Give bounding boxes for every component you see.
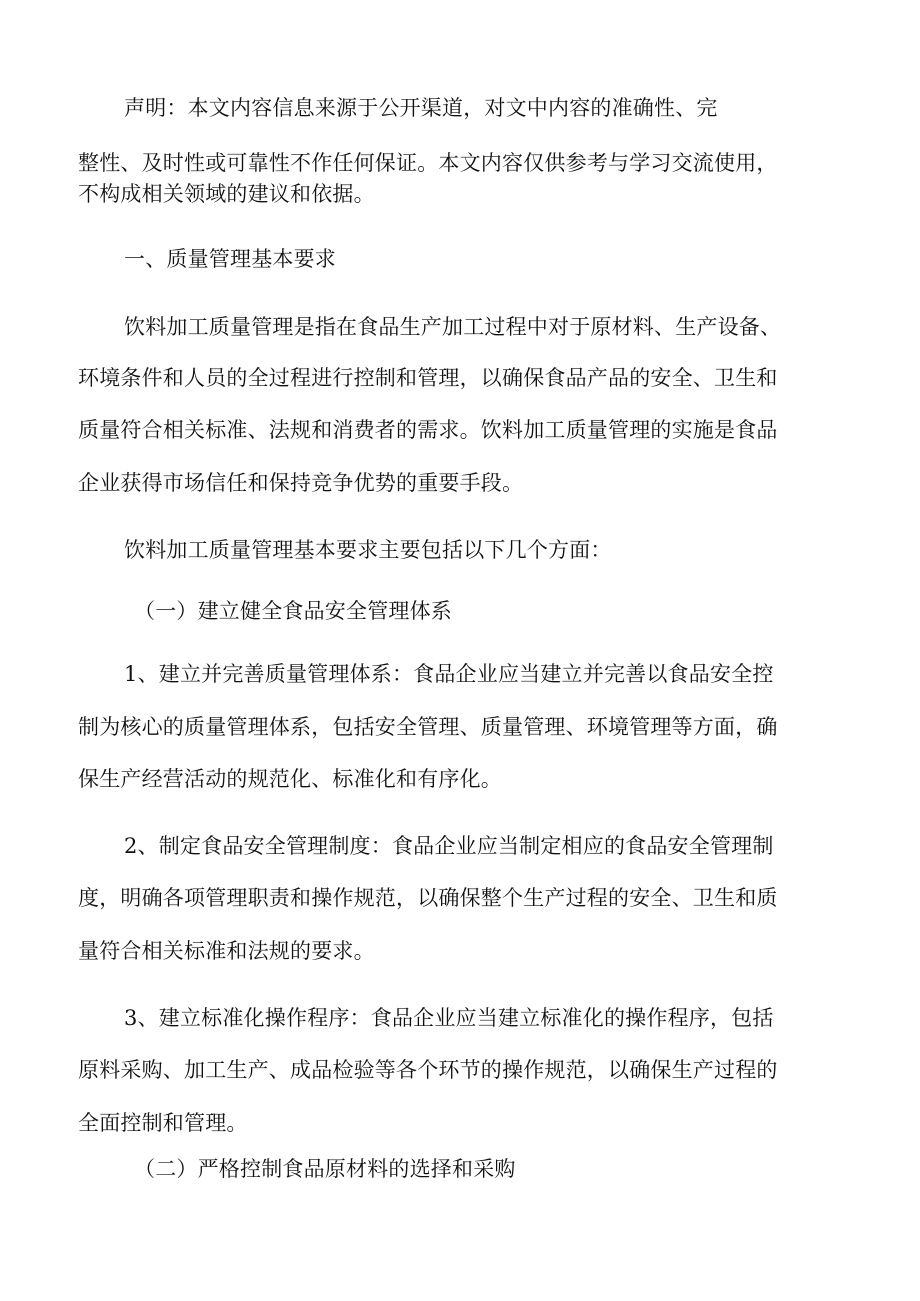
section-heading: 一、质量管理基本要求 <box>124 247 336 271</box>
list-item-line: 原料采购、加工生产、成品检验等各个环节的操作规范，以确保生产过程的 <box>78 1058 778 1082</box>
list-item-line: 度，明确各项管理职责和操作规范，以确保整个生产过程的安全、卫生和质 <box>78 886 778 910</box>
list-item-line: 保生产经营活动的规范化、标准化和有序化。 <box>78 767 502 791</box>
paragraph-line: 饮料加工质量管理基本要求主要包括以下几个方面： <box>124 538 612 562</box>
list-item-line: 量符合相关标准和法规的要求。 <box>78 939 375 963</box>
subsection-heading: （一）建立健全食品安全管理体系 <box>134 599 452 623</box>
list-item-line: 全面控制和管理。 <box>78 1111 248 1135</box>
paragraph-line: 饮料加工质量管理是指在食品生产加工过程中对于原材料、生产设备、 <box>124 315 782 339</box>
paragraph-line: 企业获得市场信任和保持竞争优势的重要手段。 <box>78 471 524 495</box>
list-item-line: 3、建立标准化操作程序：食品企业应当建立标准化的操作程序，包括 <box>124 1006 774 1030</box>
disclaimer-line-1: 声明：本文内容信息来源于公开渠道，对文中内容的准确性、完 <box>124 96 718 120</box>
disclaimer-line-2: 整性、及时性或可靠性不作任何保证。本文内容仅供参考与学习交流使用， <box>78 151 778 175</box>
paragraph-line: 质量符合相关标准、法规和消费者的需求。饮料加工质量管理的实施是食品 <box>78 418 778 442</box>
list-item-line: 2、制定食品安全管理制度：食品企业应当制定相应的食品安全管理制 <box>124 834 774 858</box>
disclaimer-line-3: 不构成相关领域的建议和依据。 <box>78 182 375 206</box>
subsection-heading: （二）严格控制食品原材料的选择和采购 <box>134 1157 516 1181</box>
list-item-line: 制为核心的质量管理体系，包括安全管理、质量管理、环境管理等方面，确 <box>78 715 778 739</box>
paragraph-line: 环境条件和人员的全过程进行控制和管理，以确保食品产品的安全、卫生和 <box>78 366 778 390</box>
list-item-line: 1、建立并完善质量管理体系：食品企业应当建立并完善以食品安全控 <box>124 662 774 686</box>
